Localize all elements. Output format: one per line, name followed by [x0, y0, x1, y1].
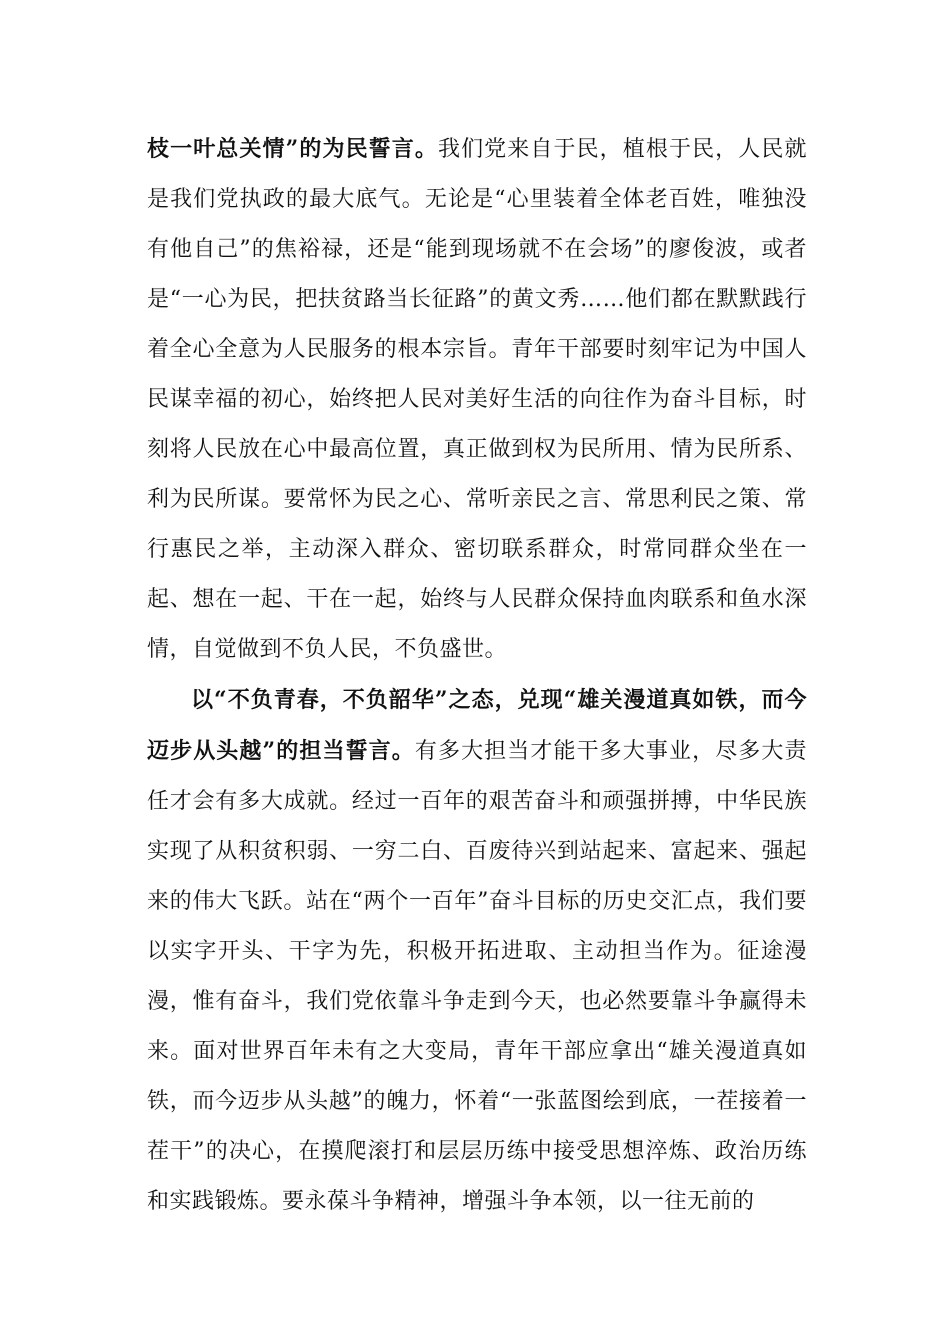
paragraph-1-body: 我们党来自于民，植根于民，人民就是我们党执政的最大底气。无论是“心里装着全体老百姓，唯独没有他自己”的焦裕禄，还是“能到现场就不在会场”的廖俊波，或者是“一心为民，把扶贫路当长征路”的黄文秀……他们都在默默践行着全心全意为人民服务的根本宗旨。青年干部要时刻牢记为中国人民谋幸福的初心，始终把人民对美好生活的向往作为奋斗目标，时刻将人民放在心中最高位置，真正做到权为民所用、情为民所系、利为民所谋。要常怀为民之心、常听亲民之言、常思利民之策、常行惠民之举，主动深入群众、密切联系群众，时常同群众坐在一起、想在一起、干在一起，始终与人民群众保持血肉联系和鱼水深情，自觉做到不负人民，不负盛世。: [147, 137, 807, 662]
body-text: [147, 124, 807, 1227]
paragraph-1: [147, 124, 807, 675]
paragraph-1-bold-lead: 枝一叶总关情”的为民誓言。: [147, 136, 438, 162]
paragraph-2-bold-lead: 以“不负青春，不负韶华”之态，兑现“雄关漫道真如铁，而今迈步从头越”的担当誓言。: [147, 687, 807, 764]
paragraph-2: [147, 675, 807, 1227]
paragraph-2-body: 有多大担当才能干多大事业，尽多大责任才会有多大成就。经过一百年的艰苦奋斗和顽强拼搏，中华民族实现了从积贫积弱、一穷二白、百废待兴到站起来、富起来、强起来的伟大飞跃。站在“两个一百年”奋斗目标的历史交汇点，我们要以实字开头、干字为先，积极开拓进取、主动担当作为。征途漫漫，惟有奋斗，我们党依靠斗争走到今天，也必然要靠斗争赢得未来。面对世界百年未有之大变局，青年干部应拿出“雄关漫道真如铁，而今迈步从头越”的魄力，怀着“一张蓝图绘到底，一茬接着一茬干”的决心，在摸爬滚打和层层历练中接受思想淬炼、政治历练和实践锻炼。要永葆斗争精神，增强斗争本领，以一往无前的: [147, 739, 807, 1214]
